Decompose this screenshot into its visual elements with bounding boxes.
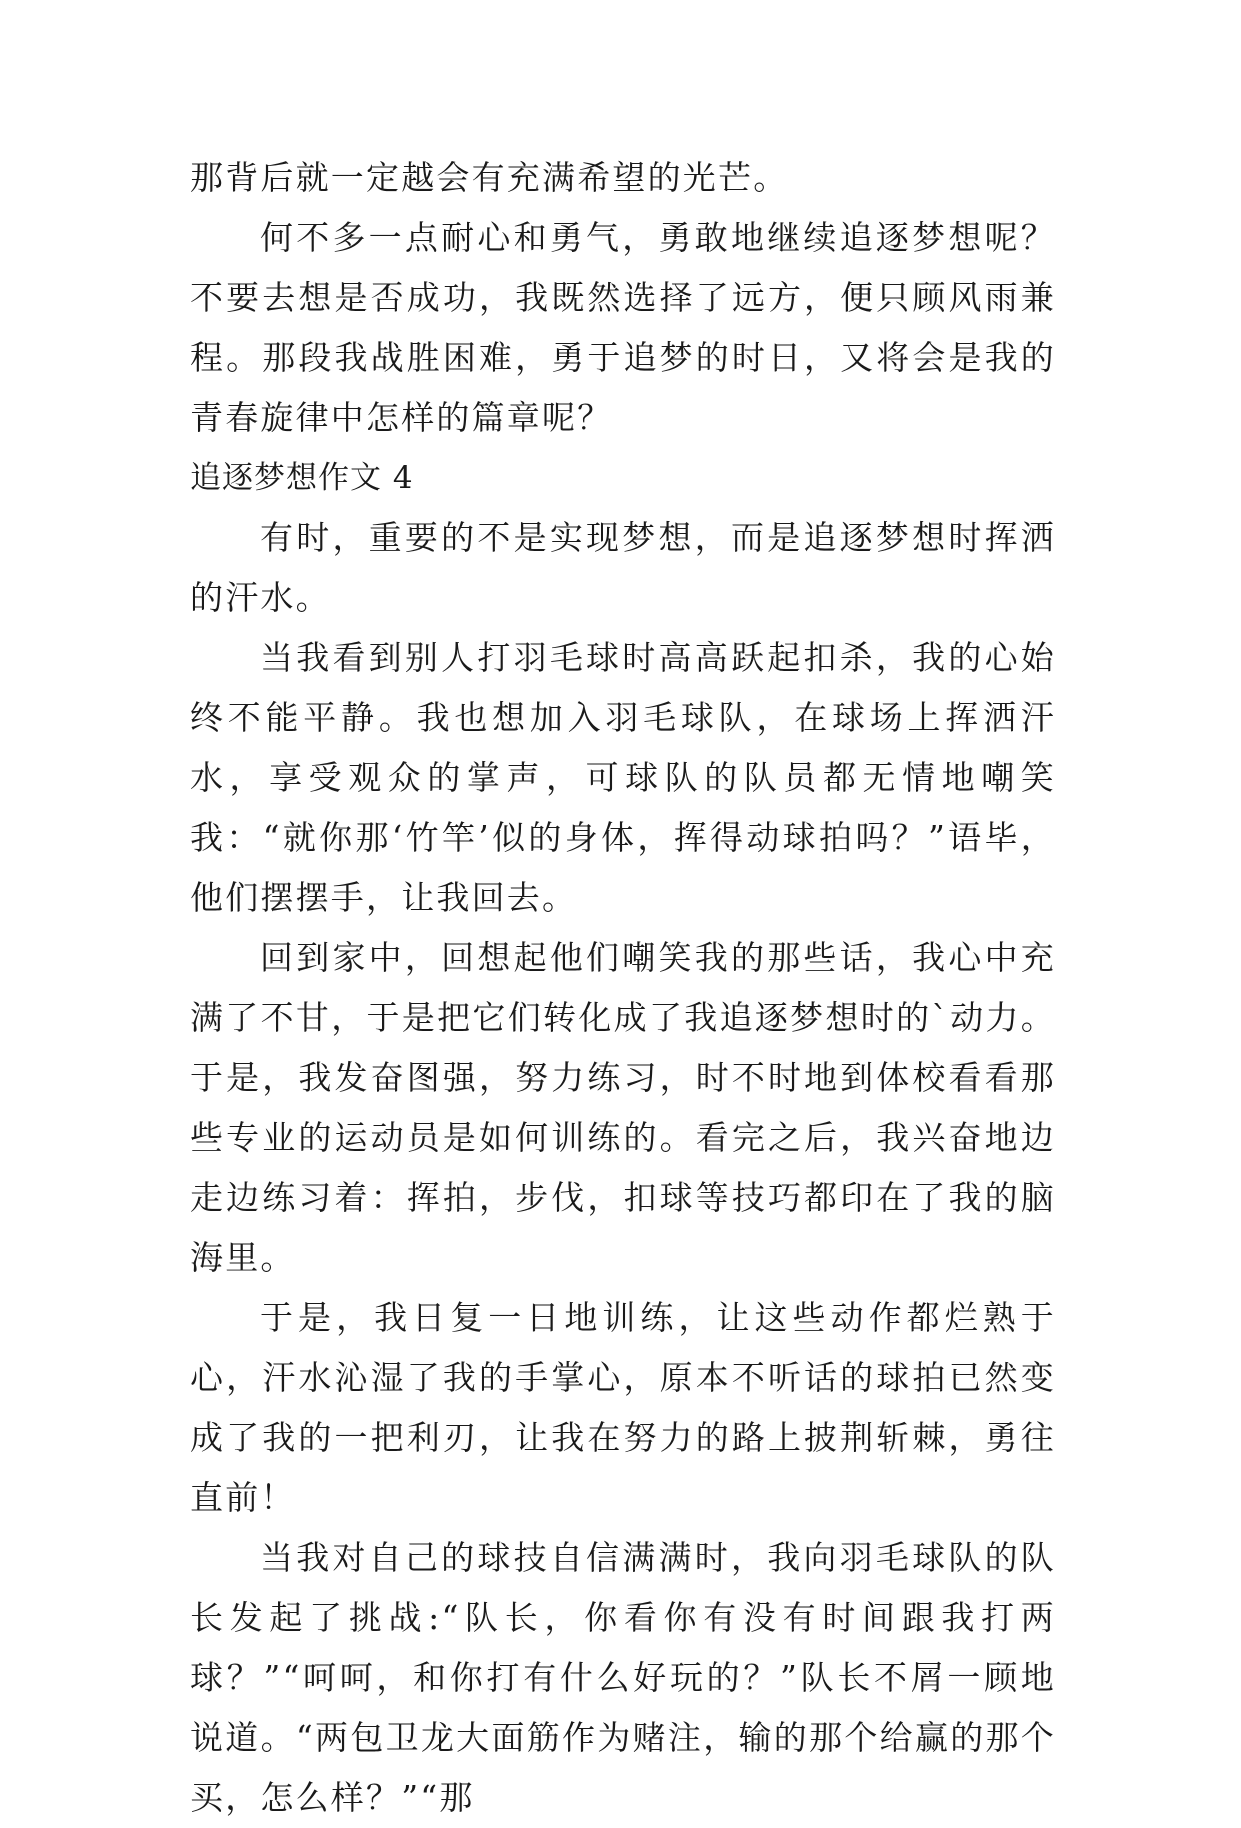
paragraph: 何不多一点耐心和勇气，勇敢地继续追逐梦想呢？不要去想是否成功，我既然选择了远方，便只顾风雨兼程。那段我战胜困难，勇于追梦的时日，又将会是我的青春旋律中怎样的篇章呢？ xyxy=(190,218,1056,437)
paragraph: 当我看到别人打羽毛球时高高跃起扣杀，我的心始终不能平静。我也想加入羽毛球队，在球场上挥洒汗水，享受观众的掌声，可球队的队员都无情地嘲笑我：“就你那‘竹竿’似的身体，挥得动球拍吗？”语毕，他们摆摆手，让我回去。 xyxy=(190,638,1056,917)
section-heading: 追逐梦想作文 4 xyxy=(190,460,414,496)
paragraph: 于是，我日复一日地训练，让这些动作都烂熟于心，汗水沁湿了我的手掌心，原本不听话的球拍已然变成了我的一把利刃，让我在努力的路上披荆斩棘，勇往直前！ xyxy=(190,1298,1056,1517)
paragraph: 当我对自己的球技自信满满时，我向羽毛球队的队长发起了挑战:“队长，你看你有没有时间跟我打两球？”“呵呵，和你打有什么好玩的？”队长不屑一顾地说道。“两包卫龙大面筋作为赌注，输的那个给赢的那个买，怎么样？”“那 xyxy=(190,1538,1056,1817)
paragraph: 回到家中，回想起他们嘲笑我的那些话，我心中充满了不甘，于是把它们转化成了我追逐梦想时的`动力。于是，我发奋图强，努力练习，时不时地到体校看看那些专业的运动员是如何训练的。看完之后，我兴奋地边走边练习着：挥拍，步伐，扣球等技巧都印在了我的脑海里。 xyxy=(190,938,1056,1277)
paragraph: 有时，重要的不是实现梦想，而是追逐梦想时挥洒的汗水。 xyxy=(190,518,1056,617)
paragraph-continuation: 那背后就一定越会有充满希望的光芒。 xyxy=(190,158,789,197)
document-body xyxy=(190,148,1056,1828)
